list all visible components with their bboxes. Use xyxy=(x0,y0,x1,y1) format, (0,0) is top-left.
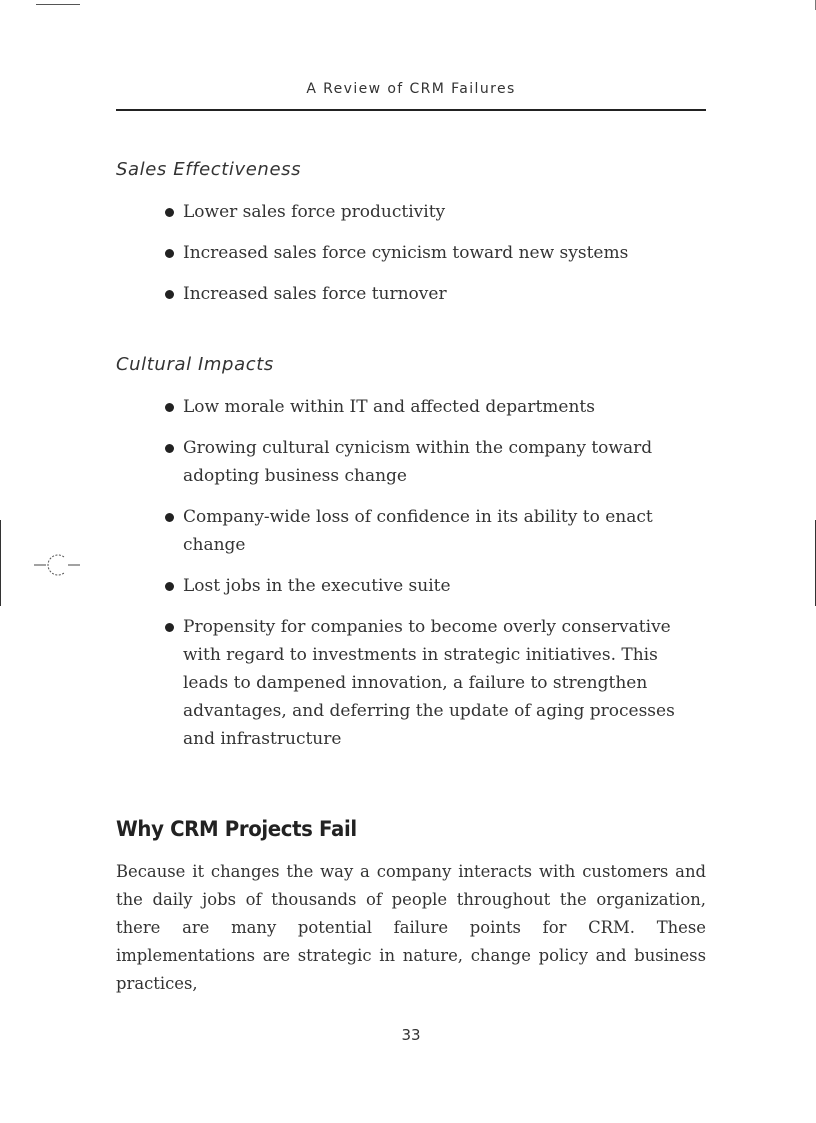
list-item xyxy=(164,239,704,267)
list-item-text: Propensity for companies to become overly conservative with regard to investments in strategic initiatives. This leads to dampened innovation, a failure to strengthen advantages, and deferring the update of aging processes and infrastructure xyxy=(183,617,675,749)
list-item-text: Lower sales force productivity xyxy=(183,202,446,222)
bullet-icon xyxy=(165,444,174,453)
list-item-text: Increased sales force turnover xyxy=(183,284,447,304)
bullet-icon xyxy=(165,249,174,258)
body-paragraph: Because it changes the way a company interacts with customers and the daily jobs of thousands of people throughout the organization, there are many potential failure points for CRM. These implementations are strategic in nature, change policy and business practices, xyxy=(116,862,706,993)
list-item xyxy=(164,613,684,753)
list-item-text: Low morale within IT and affected departments xyxy=(183,397,595,417)
registration-mark-icon xyxy=(34,552,80,578)
header-rule xyxy=(116,109,706,111)
bullet-list-cultural-impacts xyxy=(164,393,684,753)
crop-mark-left xyxy=(0,520,1,606)
list-item xyxy=(164,572,684,600)
bullet-icon xyxy=(165,208,174,217)
bullet-icon xyxy=(165,403,174,412)
list-item-text: Company-wide loss of confidence in its ability to enact change xyxy=(183,507,653,555)
bullet-list-sales-effectiveness xyxy=(164,198,704,308)
list-item xyxy=(164,280,704,308)
bullet-icon xyxy=(165,290,174,299)
list-item-text: Increased sales force cynicism toward new systems xyxy=(183,243,629,263)
running-head: A Review of CRM Failures xyxy=(306,81,516,97)
list-item xyxy=(164,434,684,490)
section-heading-sales-effectiveness: Sales Effectiveness xyxy=(116,159,302,180)
bullet-icon xyxy=(165,623,174,632)
crop-mark-top xyxy=(36,4,80,5)
bullet-icon xyxy=(165,513,174,522)
list-item-text: Growing cultural cynicism within the company toward adopting business change xyxy=(183,438,653,486)
page-number: 33 xyxy=(401,1026,421,1044)
list-item xyxy=(164,393,684,421)
section-heading-cultural-impacts: Cultural Impacts xyxy=(116,354,274,375)
chapter-heading: Why CRM Projects Fail xyxy=(116,817,357,841)
list-item-text: Lost jobs in the executive suite xyxy=(183,576,451,596)
bullet-icon xyxy=(165,582,174,591)
list-item xyxy=(164,198,704,226)
list-item xyxy=(164,503,684,559)
